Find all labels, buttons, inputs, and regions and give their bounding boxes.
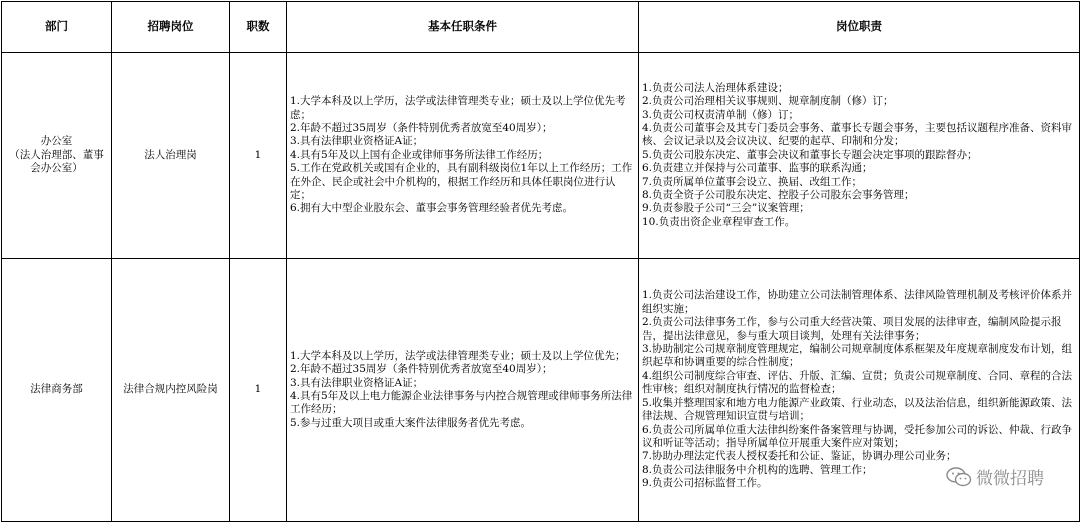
requirement-item: 3.具有法律职业资格证A证；: [290, 135, 635, 148]
table-row: [2, 53, 1080, 259]
duty-item: 1.负责公司法人治理体系建设；: [642, 82, 1076, 95]
duties-cell: [639, 259, 1080, 522]
duty-item: 8.负责全资子公司股东决定、控股子公司股东会事务管理；: [642, 189, 1076, 202]
table-row: [2, 259, 1080, 522]
duty-item: 3.负责公司权责清单制（修）订；: [642, 109, 1076, 122]
header-department: 部门: [2, 2, 112, 53]
header-duties: 岗位职责: [639, 2, 1080, 53]
requirement-item: 4.具有5年及以上电力能源企业法律事务与内控合规管理或律师事务所法律工作经历；: [290, 390, 635, 417]
duty-item: 1.负责公司法治建设工作，协助建立公司法制管理体系、法律风险管理机制及考核评价体系并组织实施；: [642, 289, 1076, 316]
requirement-item: 2.年龄不超过35周岁（条件特别优秀者放宽至40周岁）；: [290, 363, 635, 376]
duty-item: 5.负责公司股东决定、董事会决议和董事长专题会决定事项的跟踪督办；: [642, 149, 1076, 162]
requirement-item: 2.年龄不超过35周岁（条件特别优秀者放宽至40周岁）；: [290, 122, 635, 135]
duty-item: 4.负责公司董事会及其专门委员会事务、董事长专题会事务，主要包括议题程序准备、资料审核、会议记录以及会议决议、纪要的起草、印制和分发；: [642, 122, 1076, 149]
duties-cell: [639, 53, 1080, 259]
recruitment-table: [1, 1, 1080, 522]
requirement-item: 6.拥有大中型企业股东会、董事会事务管理经验者优先考虑。: [290, 202, 635, 215]
duty-item: 9.负责公司招标监督工作。: [642, 477, 1076, 490]
requirement-item: 1.大学本科及以上学历，法学或法律管理类专业；硕士及以上学位优先考虑；: [290, 95, 635, 122]
requirements-cell: [287, 259, 639, 522]
requirement-item: 4.具有5年及以上国有企业或律师事务所法律工作经历；: [290, 149, 635, 162]
position-cell: 法人治理岗: [112, 53, 230, 259]
count-cell: 1: [230, 259, 287, 522]
header-position: 招聘岗位: [112, 2, 230, 53]
header-requirements: 基本任职条件: [287, 2, 639, 53]
duty-item: 4.组织公司制度综合审查、评估、升版、汇编、宣贯；负责公司规章制度、合同、章程的合法性审核；组织对制度执行情况的监督检查；: [642, 370, 1076, 397]
duty-item: 9.负责参股子公司“三会”议案管理；: [642, 202, 1076, 215]
duty-item: 2.负责公司治理相关议事规则、规章制度制（修）订；: [642, 95, 1076, 108]
duty-item: 10.负责出资企业章程审查工作。: [642, 216, 1076, 229]
department-cell: [2, 53, 112, 259]
department-name: 办公室 （法人治理部、董事会办公室）: [9, 135, 104, 174]
duty-item: 3.协助制定公司规章制度管理规定，编制公司规章制度体系框架及年度规章制度发布计划，组织起草和协调重要的综合性制度；: [642, 343, 1076, 370]
duty-item: 2.负责公司法律事务工作，参与公司重大经营决策、项目发展的法律审查，编制风险提示报告，提出法律意见，参与重大项目谈判，处理有关法律事务；: [642, 316, 1076, 343]
requirement-item: 1.大学本科及以上学历，法学或法律管理类专业；硕士及以上学位优先；: [290, 350, 635, 363]
requirement-item: 3.具有法律职业资格证A证；: [290, 377, 635, 390]
department-cell: [2, 259, 112, 522]
count-cell: 1: [230, 53, 287, 259]
duty-item: 5.收集并整理国家和地方电力能源产业政策、行业动态，以及法治信息，组织新能源政策、法律法规、合规管理知识宣贯与培训；: [642, 397, 1076, 424]
position-cell: 法律合规内控风险岗: [112, 259, 230, 522]
department-name: 法律商务部: [30, 383, 83, 395]
duty-item: 6.负责公司所属单位重大法律纠纷案件备案管理与协调，受托参加公司的诉讼、仲裁、行政争议和听证等活动；指导所属单位开展重大案件应对策划；: [642, 424, 1076, 451]
duty-item: 7.负责所属单位董事会设立、换届、改组工作；: [642, 176, 1076, 189]
watermark-text: 微微招聘: [976, 464, 1044, 489]
header-row: [2, 2, 1080, 53]
header-count: 职数: [230, 2, 287, 53]
requirements-cell: [287, 53, 639, 259]
requirement-item: 5.参与过重大项目或重大案件法律服务者优先考虑。: [290, 417, 635, 430]
duty-item: 6.负责建立并保持与公司董事、监事的联系沟通；: [642, 162, 1076, 175]
duty-item: 8.负责公司法律服务中介机构的选聘、管理工作；: [642, 464, 1076, 477]
duty-item: 7.协助办理法定代表人授权委托和公证、鉴证，协调办理公司业务；: [642, 450, 1076, 463]
requirement-item: 5.工作在党政机关或国有企业的，具有副科级岗位1年以上工作经历；工作在外企、民企或社会中介机构的，根据工作经历和具体任职岗位进行认定；: [290, 162, 635, 202]
